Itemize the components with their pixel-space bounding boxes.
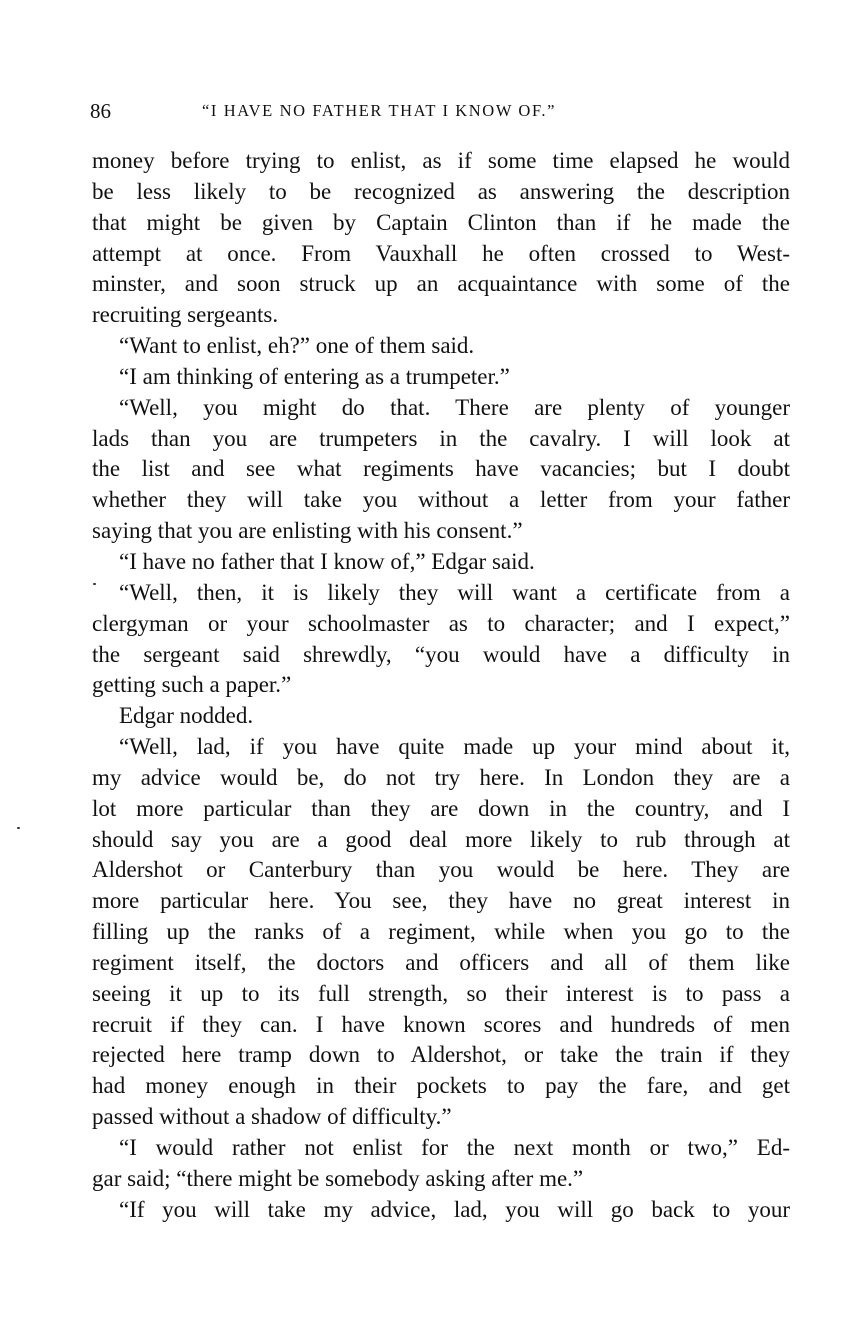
- text-line: minster, and soon struck up an acquaintance with some of the: [92, 271, 790, 297]
- text-line: getting such a paper.”: [92, 672, 292, 698]
- running-title: “I HAVE NO FATHER THAT I KNOW OF.”: [202, 101, 557, 120]
- text-line: rejected here tramp down to Aldershot, or take the train if they: [92, 1042, 790, 1068]
- text-line: “I have no father that I know of,” Edgar said.: [119, 548, 535, 574]
- text-line: lads than you are trumpeters in the cavalry. I will look at: [92, 425, 790, 451]
- body-text: [92, 146, 790, 1226]
- text-line: my advice would be, do not try here. In London they are a: [92, 764, 790, 790]
- text-line: “Well, you might do that. There are plenty of younger: [119, 394, 790, 420]
- text-line: “Well, lad, if you have quite made up your mind about it,: [119, 734, 790, 760]
- text-line: “I am thinking of entering as a trumpeter.”: [119, 363, 510, 389]
- text-line: “Want to enlist, eh?” one of them said.: [119, 333, 475, 359]
- text-line: that might be given by Captain Clinton than if he made the: [92, 209, 790, 235]
- text-line: “If you will take my advice, lad, you will go back to your: [119, 1196, 790, 1222]
- text-line: should say you are a good deal more likely to rub through at: [92, 826, 790, 852]
- text-line: more particular here. You see, they have no great interest in: [92, 888, 790, 914]
- text-line: Edgar nodded.: [119, 703, 254, 729]
- text-line: lot more particular than they are down in the country, and I: [92, 795, 790, 821]
- text-line: gar said; “there might be somebody asking after me.”: [92, 1165, 584, 1191]
- text-line: saying that you are enlisting with his consent.”: [92, 518, 523, 544]
- page-number: 86: [90, 99, 111, 123]
- text-line: seeing it up to its full strength, so their interest is to pass a: [92, 980, 790, 1006]
- text-line: recruit if they can. I have known scores and hundreds of men: [92, 1011, 790, 1037]
- text-line: money before trying to enlist, as if some time elapsed he would: [92, 148, 790, 173]
- text-line: passed without a shadow of difficulty.”: [92, 1104, 452, 1130]
- text-line: recruiting sergeants.: [92, 302, 279, 328]
- text-line: the list and see what regiments have vacancies; but I doubt: [92, 456, 790, 482]
- text-line: be less likely to be recognized as answering the description: [92, 178, 790, 204]
- text-line: whether they will take you without a letter from your father: [92, 487, 790, 513]
- text-line: clergyman or your schoolmaster as to character; and I expect,”: [92, 610, 790, 636]
- text-line: regiment itself, the doctors and officers and all of them like: [92, 949, 790, 975]
- print-speck: [93, 583, 96, 585]
- page-header: [90, 96, 790, 126]
- print-speck: [17, 827, 20, 829]
- text-line: the sergeant said shrewdly, “you would have a difficulty in: [92, 641, 790, 667]
- text-line: filling up the ranks of a regiment, while when you go to the: [92, 919, 790, 945]
- text-line: attempt at once. From Vauxhall he often crossed to West-: [92, 240, 790, 266]
- text-line: Aldershot or Canterbury than you would be here. They are: [92, 857, 790, 883]
- text-line: had money enough in their pockets to pay the fare, and get: [92, 1073, 790, 1099]
- text-line: “I would rather not enlist for the next month or two,” Ed-: [119, 1135, 790, 1160]
- text-line: “Well, then, it is likely they will want a certificate from a: [119, 579, 790, 605]
